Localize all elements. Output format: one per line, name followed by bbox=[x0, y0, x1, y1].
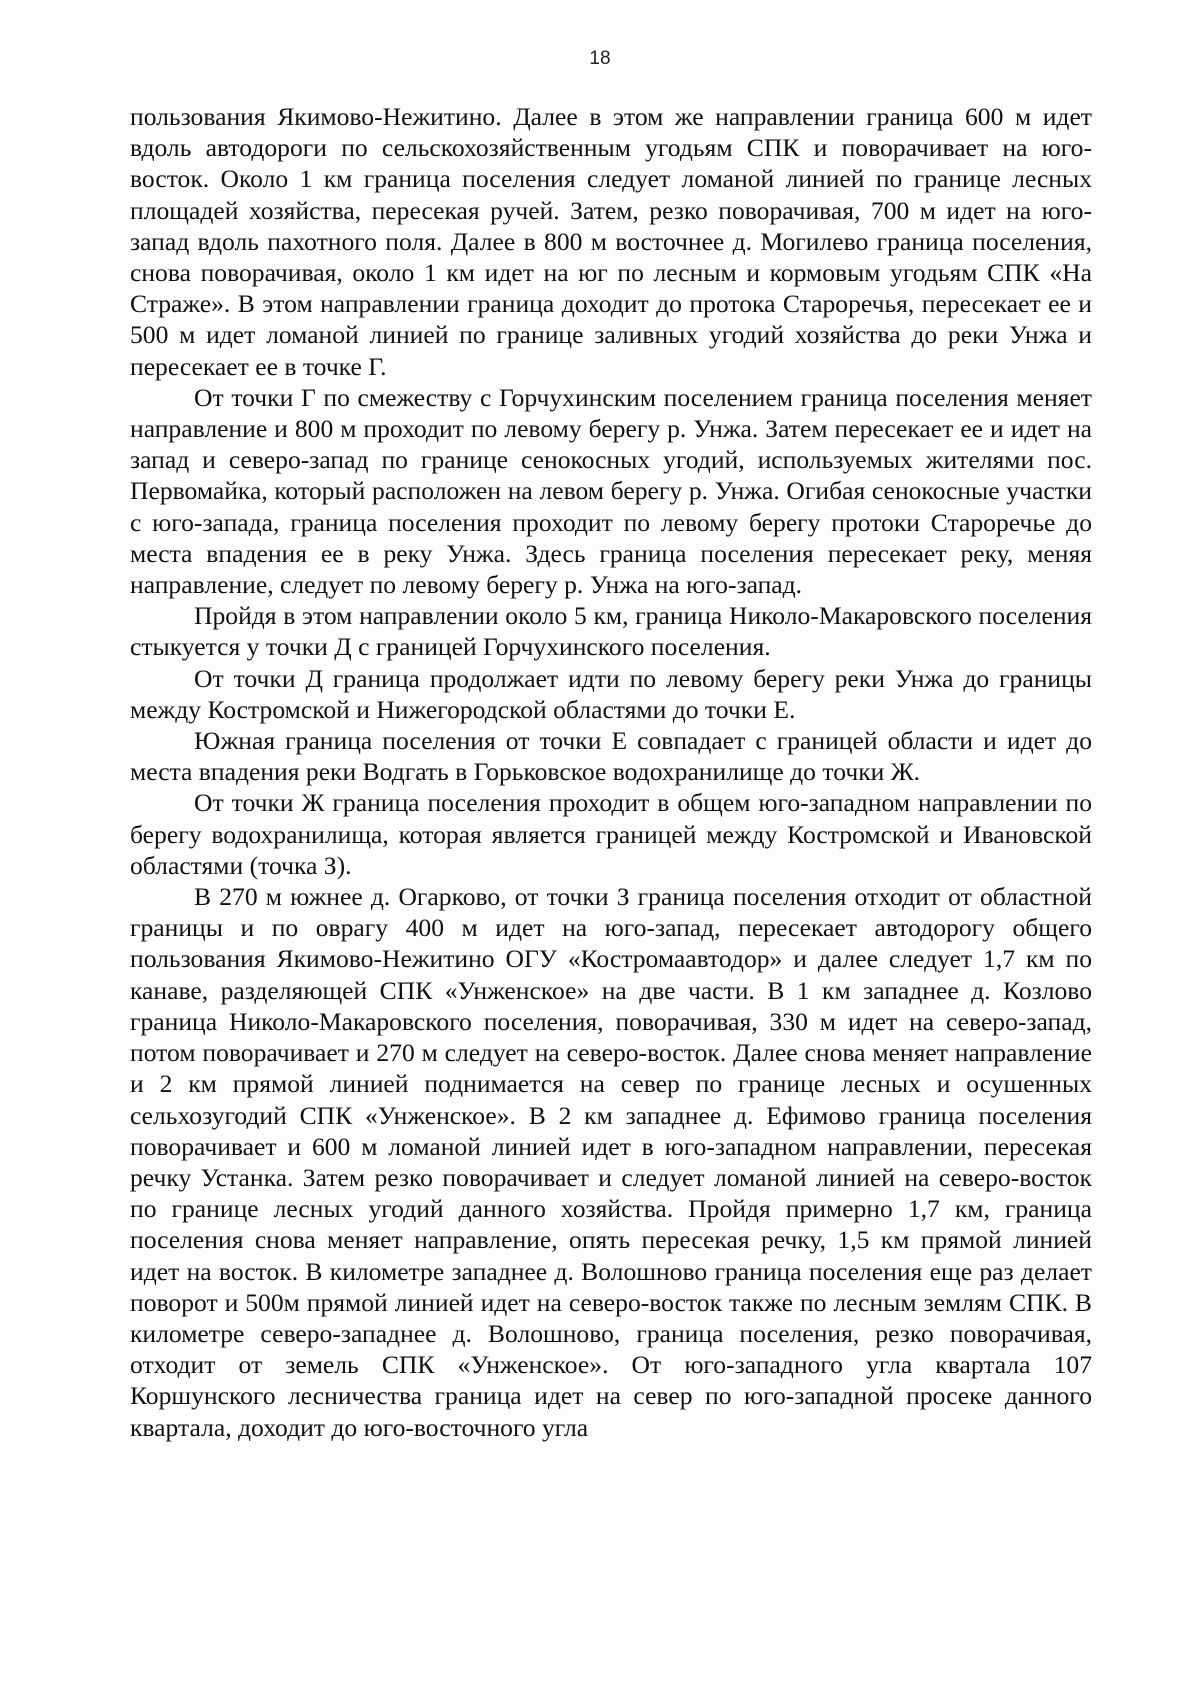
page-number: 18 bbox=[589, 48, 611, 69]
paragraph-6: От точки Ж граница поселения проходит в общем юго-западном направлении по берегу водохранилища, которая является границей между Костромской и Ивановской областями (точка З). bbox=[130, 788, 1092, 880]
paragraph-5: Южная граница поселения от точки Е совпадает с границей области и идет до места впадения реки Водгать в Горьковское водохранилище до точки Ж. bbox=[130, 726, 1092, 787]
paragraph-2: От точки Г по смежеству с Горчухинским поселением граница поселения меняет направление и 800 м проходит по левому берегу р. Унжа. Затем пересекает ее и идет на запад и северо-запад по границе сенокосных угодий, используемых жителями пос. Первомайка, который расположен на левом берегу р. Унжа. Огибая сенокосные участки с юго-запада, граница поселения проходит по левому берегу протоки Староречье до места впадения ее в реку Унжа. Здесь граница поселения пересекает реку, меняя направление, следует по левому берегу р. Унжа на юго-запад. bbox=[130, 382, 1092, 600]
paragraph-7: В 270 м южнее д. Огарково, от точки З граница поселения отходит от областной границы и по оврагу 400 м идет на юго-запад, пересекает автодорогу общего пользования Якимово-Нежитино ОГУ «Костромаавтодор» и далее следует 1,7 км по канаве, разделяющей СПК «Унженское» на две части. В 1 км западнее д. Козлово граница Николо-Макаровского поселения, поворачивая, 330 м идет на северо-запад, потом поворачивает и 270 м следует на северо-восток. Далее снова меняет направление и 2 км прямой линией поднимается на север по границе лесных и осушенных сельхозугодий СПК «Унженское». В 2 км западнее д. Ефимово граница поселения поворачивает и 600 м ломаной линией идет в юго-западном направлении, пересекая речку Устанка. Затем резко поворачивает и следует ломаной линией на северо-восток по границе лесных угодий данного хозяйства. Пройдя примерно 1,7 км, граница поселения снова меняет направление, опять пересекая речку, 1,5 км прямой линией идет на восток. В километре западнее д. Волошново граница поселения еще раз делает поворот и 500м прямой линией идет на северо-восток также по лесным землям СПК. В километре северо-западнее д. Волошново, граница поселения, резко поворачивая, отходит от земель СПК «Унженское». От юго-западного угла квартала 107 Коршунского лесничества граница идет на север по юго-западной просеке данного квартала, доходит до юго-восточного угла bbox=[130, 882, 1092, 1442]
paragraph-1: пользования Якимово-Нежитино. Далее в этом же направлении граница 600 м идет вдоль автодороги по сельскохозяйственным угодьям СПК и поворачивает на юго-восток. Около 1 км граница поселения следует ломаной линией по границе лесных площадей хозяйства, пересекая ручей. Затем, резко поворачивая, 700 м идет на юго-запад вдоль пахотного поля. Далее в 800 м восточнее д. Могилево граница поселения, снова поворачивая, около 1 км идет на юг по лесным и кормовым угодьям СПК «На Страже». В этом направлении граница доходит до протока Староречья, пересекает ее и 500 м идет ломаной линией по границе заливных угодий хозяйства до реки Унжа и пересекает ее в точке Г. bbox=[130, 102, 1092, 381]
paragraph-3: Пройдя в этом направлении около 5 км, граница Николо-Макаровского поселения стыкуется у точки Д с границей Горчухинского поселения. bbox=[130, 601, 1092, 662]
paragraph-4: От точки Д граница продолжает идти по левому берегу реки Унжа до границы между Костромской и Нижегородской областями до точки Е. bbox=[130, 663, 1092, 724]
document-body bbox=[130, 101, 1092, 1443]
